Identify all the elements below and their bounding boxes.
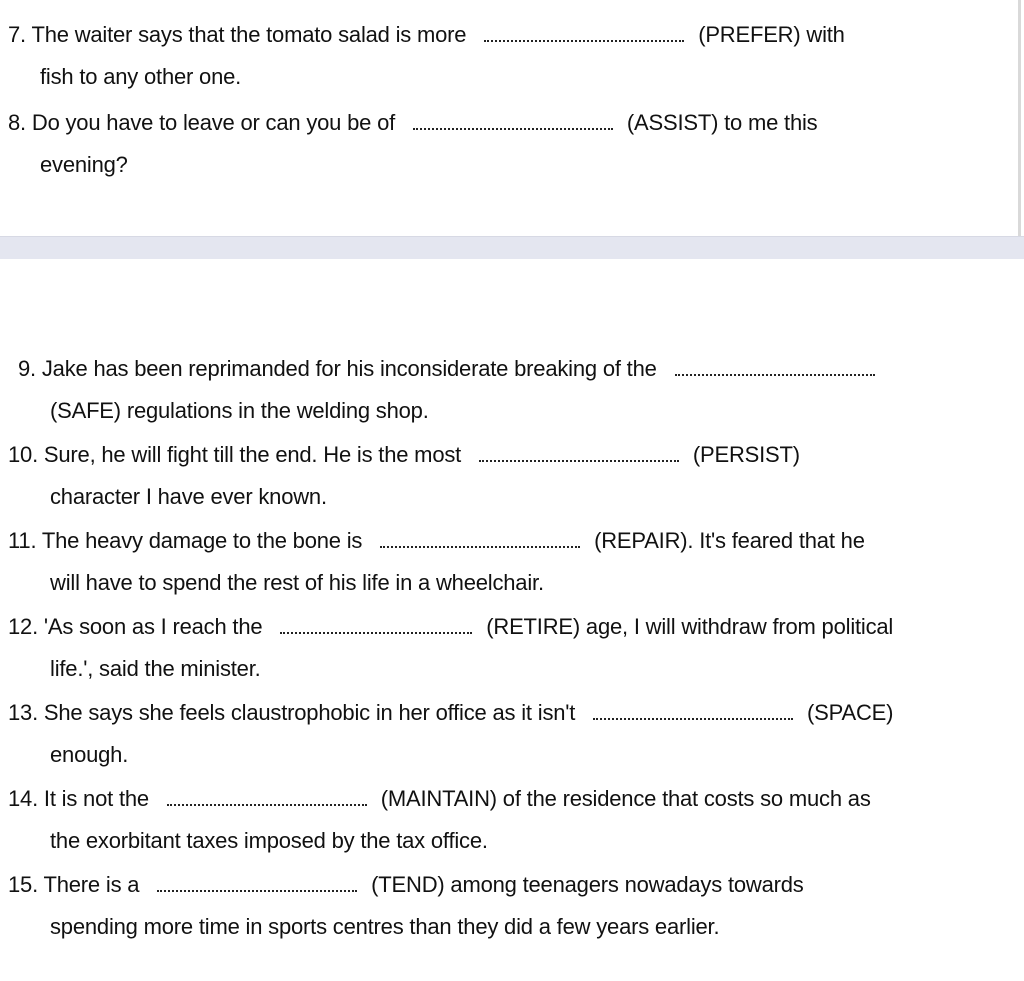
answer-blank-13[interactable] [593,704,793,720]
question-8-line-1 [8,110,818,136]
question-13-line-2 [50,742,128,768]
question-text: She says she feels claustrophobic in her office as it isn't [43,700,576,725]
question-text: The heavy damage to the bone is [41,528,363,553]
answer-blank-9[interactable] [675,360,875,376]
question-text: 'As soon as I reach the [43,614,263,639]
question-7-line-1 [8,22,845,48]
answer-blank-8[interactable] [413,114,613,130]
question-9-line-1 [18,356,883,382]
question-text: Do you have to leave or can you be of [31,110,396,135]
question-text: Sure, he will fight till the end. He is the most [43,442,462,467]
worksheet-page-bottom [0,259,1024,981]
question-11-line-1 [8,528,865,554]
question-number: 10. [8,442,38,467]
question-text: The waiter says that the tomato salad is more [31,22,467,47]
question-keyword: (PREFER) with [698,22,845,47]
question-13-line-1 [8,700,893,726]
question-number: 15. [8,872,38,897]
question-text: It is not the [43,786,149,811]
question-14-line-2 [50,828,488,854]
answer-blank-14[interactable] [167,790,367,806]
question-text: character I have ever known. [50,484,327,509]
question-text: spending more time in sports centres than they did a few years earlier. [50,914,720,939]
answer-blank-12[interactable] [280,618,472,634]
question-14-line-1 [8,786,871,812]
question-15-line-2 [50,914,719,940]
question-11-line-2 [50,570,544,596]
question-text: fish to any other one. [40,64,242,89]
answer-blank-10[interactable] [479,446,679,462]
question-number: 11. [8,528,37,553]
question-10-line-1 [8,442,800,468]
worksheet-page-top [0,0,1021,236]
question-12-line-1 [8,614,893,640]
question-9-line-2 [50,398,429,424]
question-keyword: (PERSIST) [692,442,800,467]
question-7-line-2 [40,64,241,90]
question-text: (SAFE) regulations in the welding shop. [50,398,429,423]
question-text: evening? [40,152,128,177]
question-keyword: (RETIRE) age, I will withdraw from political [486,614,894,639]
question-keyword: (TEND) among teenagers nowadays towards [371,872,804,897]
answer-blank-7[interactable] [484,26,684,42]
question-8-line-2 [40,152,128,178]
question-number: 9. [18,356,36,381]
question-keyword: (MAINTAIN) of the residence that costs so much as [380,786,871,811]
answer-blank-11[interactable] [380,532,580,548]
question-number: 14. [8,786,38,811]
question-number: 13. [8,700,38,725]
answer-blank-15[interactable] [157,876,357,892]
page-divider [0,236,1024,260]
question-text: enough. [50,742,129,767]
question-text: Jake has been reprimanded for his inconsiderate breaking of the [41,356,657,381]
question-number: 12. [8,614,38,639]
question-keyword: (REPAIR). It's feared that he [594,528,865,553]
question-keyword: (ASSIST) to me this [626,110,818,135]
question-text: the exorbitant taxes imposed by the tax office. [50,828,488,853]
question-text: There is a [43,872,140,897]
question-number: 8. [8,110,26,135]
question-text: will have to spend the rest of his life in a wheelchair. [50,570,544,595]
question-10-line-2 [50,484,327,510]
question-15-line-1 [8,872,804,898]
question-number: 7. [8,22,26,47]
question-12-line-2 [50,656,261,682]
question-keyword: (SPACE) [807,700,894,725]
question-text: life.', said the minister. [50,656,261,681]
